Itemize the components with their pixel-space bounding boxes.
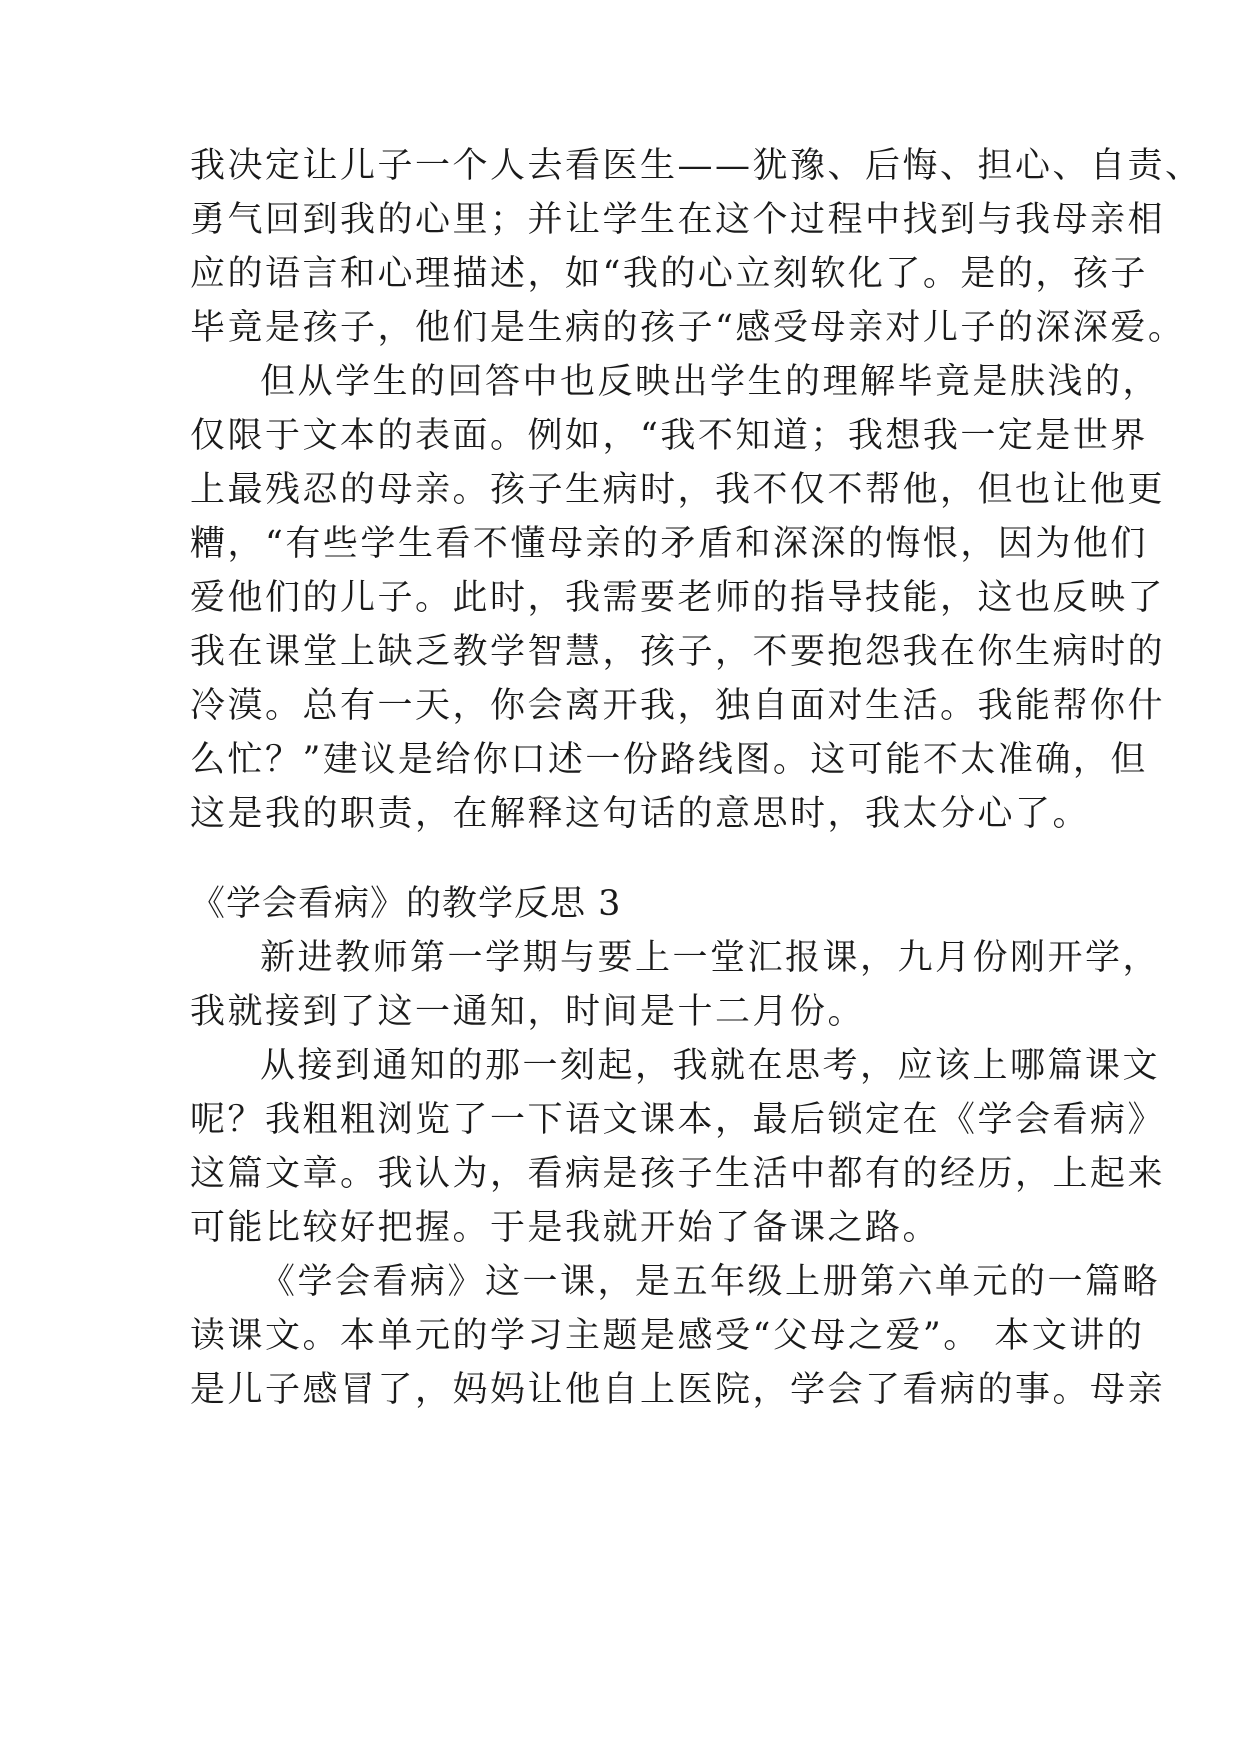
text-line: 么忙？”建议是给你口述一份路线图。这可能不太准确，但 [190,740,1148,780]
text-line: 冷漠。总有一天，你会离开我，独自面对生活。我能帮你什 [190,686,1166,726]
text-line: 这是我的职责，在解释这句话的意思时，我太分心了。 [190,794,1091,834]
text-line: 我在课堂上缺乏教学智慧，孩子，不要抱怨我在你生病时的 [190,632,1166,672]
paragraph-first-line: 《学会看病》这一课，是五年级上册第六单元的一篇略 [260,1262,1161,1302]
text-line: 读课文。本单元的学习主题是感受“父母之爱”。 本文讲的 [190,1316,1145,1356]
text-line: 仅限于文本的表面。例如，“我不知道；我想我一定是世界 [190,416,1148,456]
text-line: 可能比较好把握。于是我就开始了备课之路。 [190,1208,941,1248]
section-heading: 《学会看病》的教学反思 3 [190,884,622,924]
paragraph-first-line: 新进教师第一学期与要上一堂汇报课，九月份刚开学， [260,938,1161,978]
text-line: 上最残忍的母亲。孩子生病时，我不仅不帮他，但也让他更 [190,470,1166,510]
text-line: 这篇文章。我认为，看病是孩子生活中都有的经历，上起来 [190,1154,1166,1194]
text-line: 勇气回到我的心里；并让学生在这个过程中找到与我母亲相 [190,200,1166,240]
text-line: 呢？我粗粗浏览了一下语文课本，最后锁定在《学会看病》 [190,1100,1166,1140]
text-line: 我就接到了这一通知，时间是十二月份。 [190,992,866,1032]
text-line: 是儿子感冒了，妈妈让他自上医院，学会了看病的事。母亲 [190,1370,1166,1410]
text-line: 爱他们的儿子。此时，我需要老师的指导技能，这也反映了 [190,578,1166,618]
text-line: 应的语言和心理描述，如“我的心立刻软化了。是的，孩子 [190,254,1148,294]
text-line: 我决定让儿子一个人去看医生——犹豫、后悔、担心、自责、 [190,146,1203,186]
text-line: 糟，“有些学生看不懂母亲的矛盾和深深的悔恨，因为他们 [190,524,1148,564]
text-line: 毕竟是孩子，他们是生病的孩子“感受母亲对儿子的深深爱。 [190,308,1186,348]
paragraph-first-line: 但从学生的回答中也反映出学生的理解毕竟是肤浅的， [260,362,1161,402]
paragraph-first-line: 从接到通知的那一刻起，我就在思考，应该上哪篇课文 [260,1046,1161,1086]
